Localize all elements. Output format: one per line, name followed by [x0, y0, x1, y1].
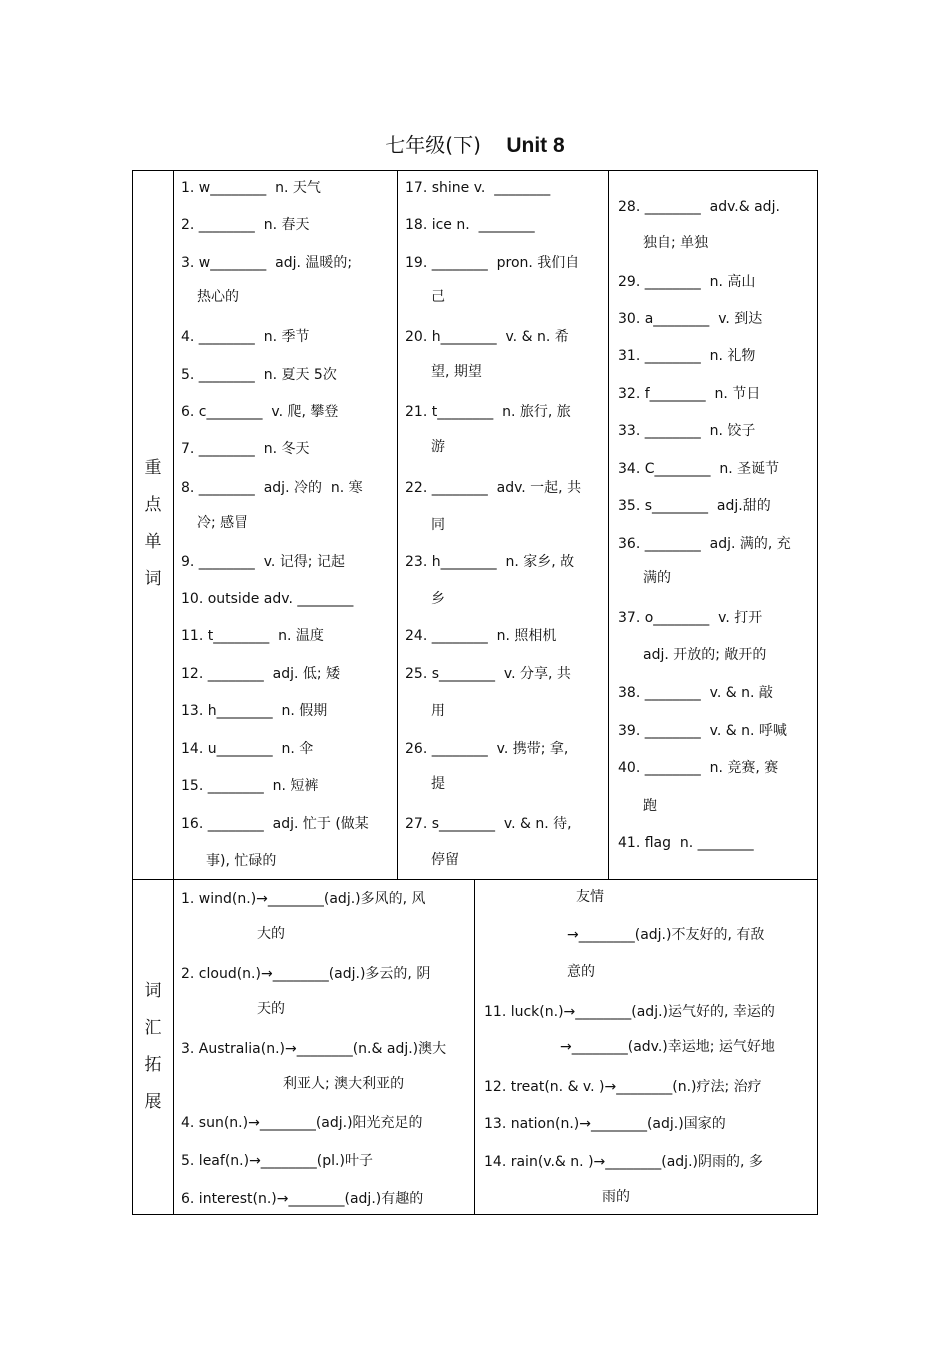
- table-border-mid: [132, 879, 818, 880]
- section-label-vocab-expansion: 词 汇 拓 展: [144, 981, 162, 1112]
- list-item: 天的: [257, 1001, 285, 1017]
- list-item: 11. t________ n. 温度: [181, 628, 324, 644]
- list-item: 27. s________ v. & n. 待,: [405, 816, 572, 832]
- list-item: 雨的: [602, 1189, 630, 1205]
- list-item: 23. h________ n. 家乡, 故: [405, 554, 575, 570]
- list-item: 9. ________ v. 记得; 记起: [181, 554, 345, 570]
- list-item: 21. t________ n. 旅行, 旅: [405, 404, 571, 420]
- list-item: 12. ________ adj. 低; 矮: [181, 666, 341, 682]
- list-item: 2. ________ n. 春天: [181, 217, 310, 233]
- list-item: 同: [431, 517, 445, 533]
- col4-col5-divider: [474, 879, 475, 1214]
- list-item: 15. ________ n. 短裤: [181, 778, 319, 794]
- grade-label: 七年级(下): [385, 133, 481, 157]
- list-item: 5. leaf(n.)→________(pl.)叶子: [181, 1153, 373, 1169]
- list-item: 40. ________ n. 竞赛, 赛: [618, 760, 779, 776]
- list-item: 4. ________ n. 季节: [181, 329, 310, 345]
- list-item: 7. ________ n. 冬天: [181, 441, 310, 457]
- list-item: 6. c________ v. 爬, 攀登: [181, 404, 339, 420]
- list-item: 4. sun(n.)→________(adj.)阳光充足的: [181, 1115, 423, 1131]
- list-item: 大的: [257, 926, 285, 942]
- list-item: 13. h________ n. 假期: [181, 703, 328, 719]
- list-item: 用: [431, 703, 445, 719]
- list-item: 满的: [643, 570, 671, 586]
- list-item: 12. treat(n. & v. )→________(n.)疗法; 治疗: [484, 1079, 762, 1095]
- label-column-divider: [173, 170, 174, 1215]
- list-item: 36. ________ adj. 满的, 充: [618, 536, 791, 552]
- list-item: 事), 忙碌的: [206, 853, 277, 869]
- page-title: [0, 131, 950, 160]
- table-border-bottom: [132, 1214, 818, 1215]
- list-item: 28. ________ adv.& adj.: [618, 199, 780, 215]
- list-item: 20. h________ v. & n. 希: [405, 329, 569, 345]
- list-item: 41. flag n. ________: [618, 835, 754, 851]
- list-item: 26. ________ v. 携带; 拿,: [405, 741, 569, 757]
- list-item: 14. rain(v.& n. )→________(adj.)阴雨的, 多: [484, 1154, 763, 1170]
- list-item: 18. ice n. ________: [405, 217, 535, 233]
- list-item: 友情: [576, 889, 604, 905]
- list-item: 37. o________ v. 打开: [618, 610, 763, 626]
- list-item: 1. w________ n. 天气: [181, 180, 321, 196]
- unit-label: Unit 8: [506, 134, 565, 157]
- list-item: 3. w________ adj. 温暖的;: [181, 255, 353, 271]
- list-item: 独自; 单独: [643, 235, 709, 251]
- list-item: 19. ________ pron. 我们自: [405, 255, 580, 271]
- list-item: 热心的: [197, 289, 239, 305]
- table-border-top: [132, 170, 818, 171]
- list-item: 3. Australia(n.)→________(n.& adj.)澳大: [181, 1041, 447, 1057]
- list-item: 望, 期望: [431, 364, 482, 380]
- list-item: 己: [431, 289, 445, 305]
- col1-col2-divider: [397, 170, 398, 879]
- list-item: 8. ________ adj. 冷的 n. 寒: [181, 480, 363, 496]
- list-item: →________(adv.)幸运地; 运气好地: [560, 1039, 775, 1055]
- list-item: 31. ________ n. 礼物: [618, 348, 756, 364]
- list-item: 游: [431, 439, 445, 455]
- list-item: adj. 开放的; 敞开的: [643, 647, 767, 663]
- list-item: 乡: [431, 591, 445, 607]
- list-item: 跑: [643, 798, 657, 814]
- list-item: 提: [431, 776, 445, 792]
- list-item: 17. shine v. ________: [405, 180, 551, 196]
- list-item: →________(adj.)不友好的, 有敌: [567, 927, 765, 943]
- list-item: 30. a________ v. 到达: [618, 311, 763, 327]
- section-label-key-words: 重 点 单 词: [144, 458, 162, 589]
- list-item: 2. cloud(n.)→________(adj.)多云的, 阴: [181, 966, 431, 982]
- list-item: 利亚人; 澳大利亚的: [283, 1076, 405, 1092]
- col2-col3-divider: [608, 170, 609, 879]
- list-item: 11. luck(n.)→________(adj.)运气好的, 幸运的: [484, 1004, 775, 1020]
- list-item: 29. ________ n. 高山: [618, 274, 756, 290]
- list-item: 13. nation(n.)→________(adj.)国家的: [484, 1116, 726, 1132]
- list-item: 冷; 感冒: [197, 515, 249, 531]
- list-item: 停留: [431, 852, 459, 868]
- list-item: 25. s________ v. 分享, 共: [405, 666, 571, 682]
- list-item: 16. ________ adj. 忙于 (做某: [181, 816, 369, 832]
- list-item: 意的: [567, 964, 595, 980]
- list-item: 24. ________ n. 照相机: [405, 628, 557, 644]
- list-item: 32. f________ n. 节日: [618, 386, 761, 402]
- list-item: 34. C________ n. 圣诞节: [618, 461, 780, 477]
- list-item: 33. ________ n. 饺子: [618, 423, 756, 439]
- list-item: 14. u________ n. 伞: [181, 741, 314, 757]
- list-item: 38. ________ v. & n. 敲: [618, 685, 773, 701]
- list-item: 22. ________ adv. 一起, 共: [405, 480, 582, 496]
- list-item: 39. ________ v. & n. 呼喊: [618, 723, 787, 739]
- list-item: 35. s________ adj.甜的: [618, 498, 771, 514]
- list-item: 1. wind(n.)→________(adj.)多风的, 风: [181, 891, 426, 907]
- list-item: 10. outside adv. ________: [181, 591, 354, 607]
- list-item: 5. ________ n. 夏天 5次: [181, 367, 337, 383]
- table-border-right: [817, 170, 818, 1215]
- list-item: 6. interest(n.)→________(adj.)有趣的: [181, 1191, 424, 1207]
